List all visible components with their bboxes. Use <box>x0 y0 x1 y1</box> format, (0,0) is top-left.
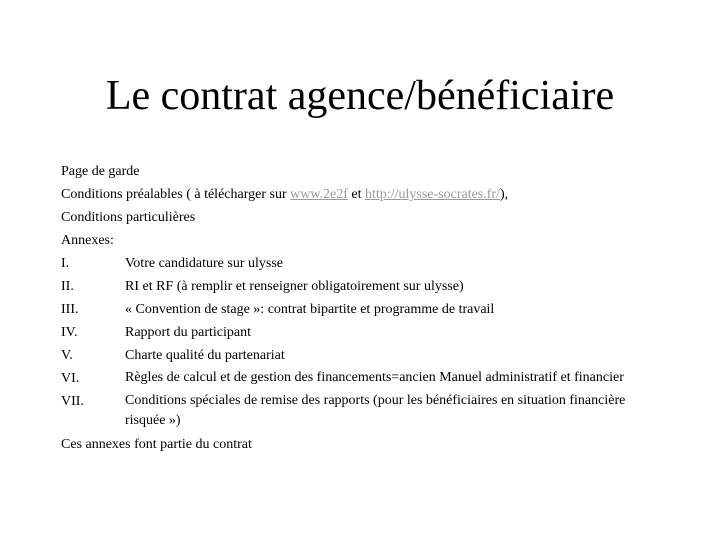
line-conditions-prealables <box>61 183 661 206</box>
annex-number: IV. <box>61 325 78 340</box>
annex-text: Règles de calcul et de gestion des financements=ancien Manuel administratif et financier <box>125 370 624 385</box>
annex-item <box>61 252 661 275</box>
annex-text: Rapport du participant <box>125 325 251 340</box>
link-2e2f[interactable]: www.2e2f <box>290 187 348 202</box>
annex-item <box>61 390 661 433</box>
conditions-suffix: ), <box>499 187 509 202</box>
line-conditions-particulieres: Conditions particulières <box>61 210 196 225</box>
annex-number: II. <box>61 279 74 294</box>
annex-number: I. <box>61 256 70 271</box>
annex-item <box>61 298 661 321</box>
annex-text: « Convention de stage »: contrat bipartite et programme de travail <box>125 302 495 317</box>
annex-item <box>61 321 661 344</box>
line-annexes-label: Annexes: <box>61 233 114 248</box>
annex-number: V. <box>61 348 73 363</box>
annex-text: RI et RF (à remplir et renseigner obligatoirement sur ulysse) <box>125 279 464 294</box>
annex-number: VI. <box>61 371 80 386</box>
annex-number: VII. <box>61 394 84 409</box>
slide-body <box>61 160 661 456</box>
annex-item <box>61 367 661 390</box>
line-closing: Ces annexes font partie du contrat <box>61 437 252 452</box>
line-page-de-garde: Page de garde <box>61 164 140 179</box>
conditions-prefix: Conditions préalables ( à télécharger sur <box>61 187 291 202</box>
annex-text: Conditions spéciales de remise des rapports (pour les bénéficiaires en situation financière risquée ») <box>125 393 626 428</box>
annex-item <box>61 275 661 298</box>
annex-number: III. <box>61 302 79 317</box>
conditions-middle: et <box>347 187 366 202</box>
link-ulysse-socrates[interactable]: http://ulysse-socrates.fr/ <box>365 187 500 202</box>
annex-text: Charte qualité du partenariat <box>125 348 285 363</box>
annex-item <box>61 344 661 367</box>
slide-title: Le contrat agence/bénéficiaire <box>105 73 615 119</box>
annex-text: Votre candidature sur ulysse <box>125 256 283 271</box>
